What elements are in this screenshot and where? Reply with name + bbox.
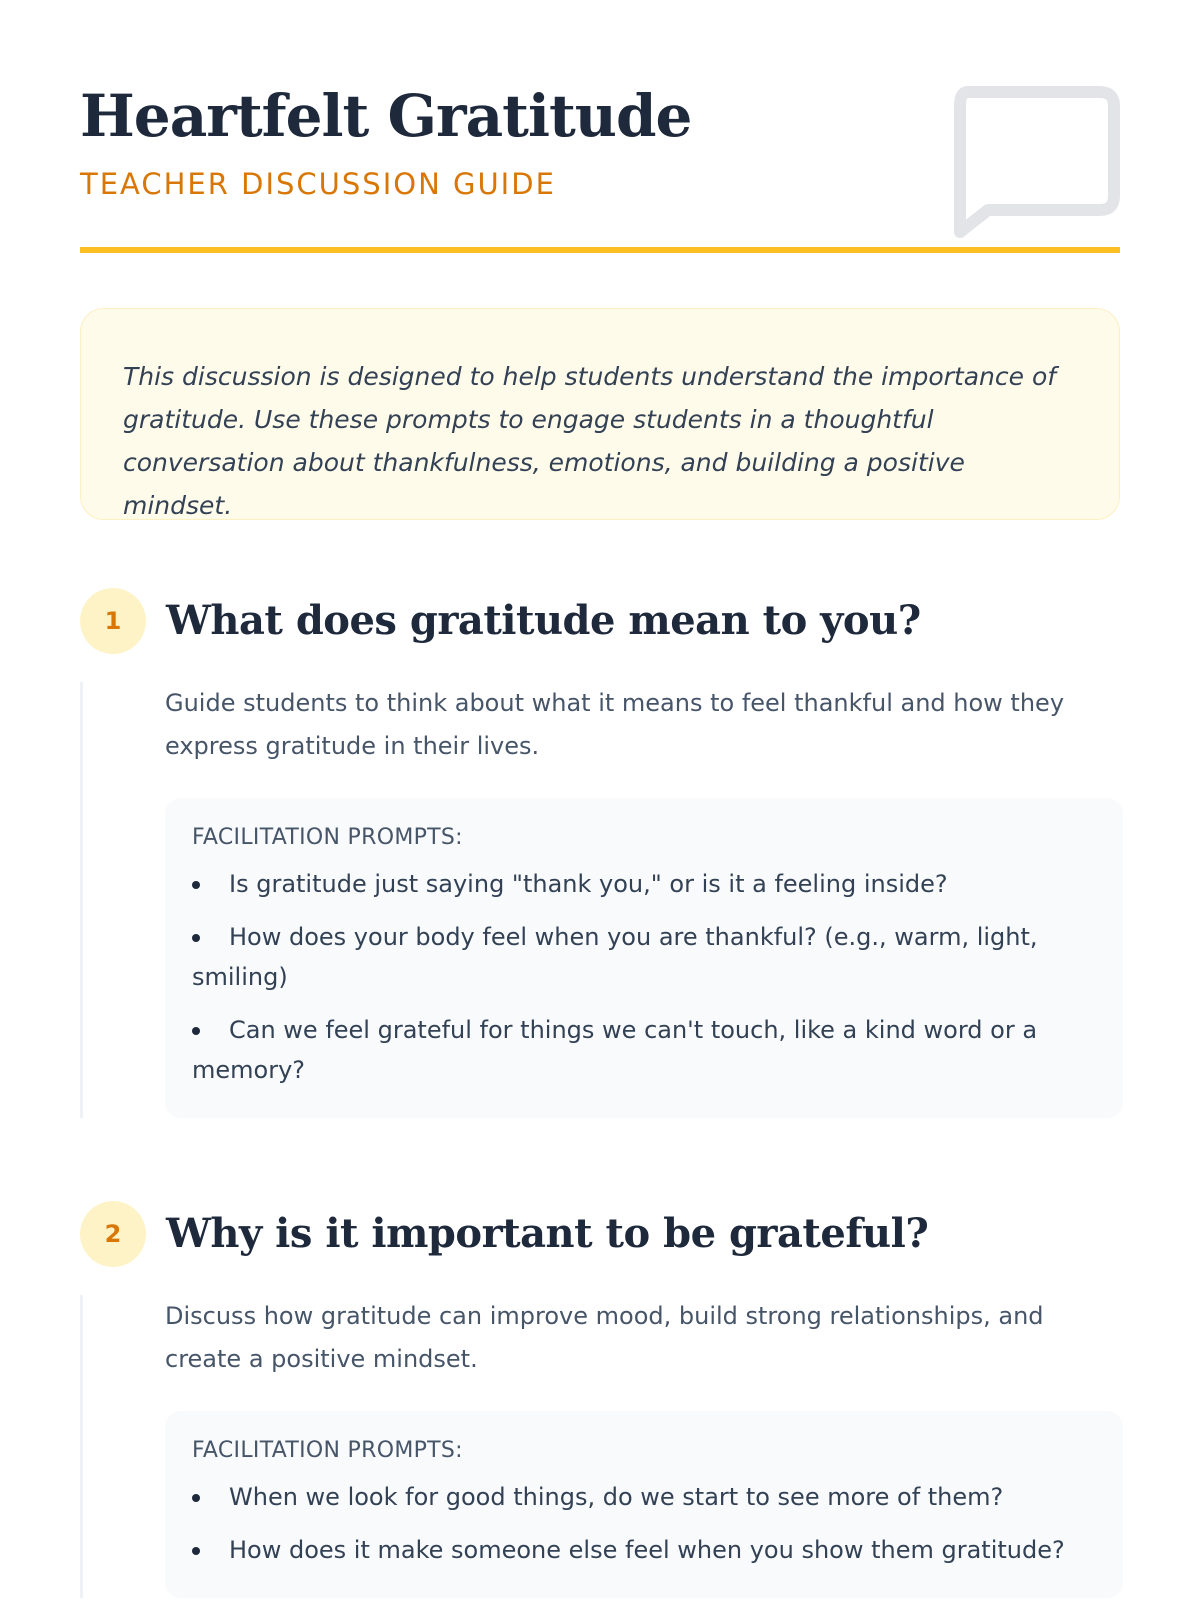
section-title: What does gratitude mean to you? bbox=[166, 597, 921, 644]
prompt-text: When we look for good things, do we start to see more of them? bbox=[229, 1483, 1004, 1511]
section-number-badge: 2 bbox=[80, 1201, 146, 1267]
section-body bbox=[80, 1295, 1120, 1598]
facilitation-prompts-label: FACILITATION PROMPTS: bbox=[192, 825, 463, 850]
intro-text: This discussion is designed to help students understand the importance of gratitude. Use these prompts to engage students in a thoughtful conversation about thankfulness, emotions, and building a positive mindset. bbox=[123, 362, 1057, 520]
facilitation-prompts-label: FACILITATION PROMPTS: bbox=[192, 1438, 463, 1463]
prompt-list bbox=[192, 864, 1093, 1090]
discussion-guide-page bbox=[80, 0, 1120, 1564]
prompt-list bbox=[192, 1477, 1093, 1570]
prompt-item bbox=[192, 1010, 1093, 1090]
prompt-text: How does your body feel when you are thankful? (e.g., warm, light, smiling) bbox=[192, 923, 1038, 991]
speech-bubble-icon bbox=[948, 86, 1120, 242]
intro-callout bbox=[80, 308, 1120, 520]
prompt-item bbox=[192, 1530, 1093, 1570]
section-body bbox=[80, 682, 1120, 1118]
page-title: Heartfelt Gratitude bbox=[80, 82, 692, 150]
section-description: Guide students to think about what it means to feel thankful and how they express gratitude in their lives. bbox=[165, 689, 1065, 760]
discussion-section bbox=[80, 588, 1120, 1084]
facilitation-prompts-box bbox=[165, 1411, 1123, 1598]
section-header bbox=[80, 588, 1120, 656]
guide-header bbox=[80, 0, 1120, 254]
prompt-text: Is gratitude just saying "thank you," or is it a feeling inside? bbox=[229, 870, 948, 898]
prompt-item bbox=[192, 864, 1093, 904]
prompt-item bbox=[192, 1477, 1093, 1517]
section-header bbox=[80, 1201, 1120, 1269]
prompt-text: Can we feel grateful for things we can't touch, like a kind word or a memory? bbox=[192, 1016, 1038, 1084]
discussion-section bbox=[80, 1201, 1120, 1564]
prompt-text: How does it make someone else feel when you show them gratitude? bbox=[229, 1536, 1065, 1564]
bullet-icon bbox=[192, 881, 200, 889]
bullet-icon bbox=[192, 1027, 200, 1035]
page-subtitle: TEACHER DISCUSSION GUIDE bbox=[80, 167, 556, 201]
prompt-item bbox=[192, 917, 1093, 997]
bullet-icon bbox=[192, 1547, 200, 1555]
bullet-icon bbox=[192, 934, 200, 942]
section-number-badge: 1 bbox=[80, 588, 146, 654]
bullet-icon bbox=[192, 1494, 200, 1502]
header-divider bbox=[80, 247, 1120, 253]
facilitation-prompts-box bbox=[165, 798, 1123, 1118]
section-description: Discuss how gratitude can improve mood, build strong relationships, and create a positive mindset. bbox=[165, 1302, 1044, 1373]
section-title: Why is it important to be grateful? bbox=[166, 1210, 929, 1257]
